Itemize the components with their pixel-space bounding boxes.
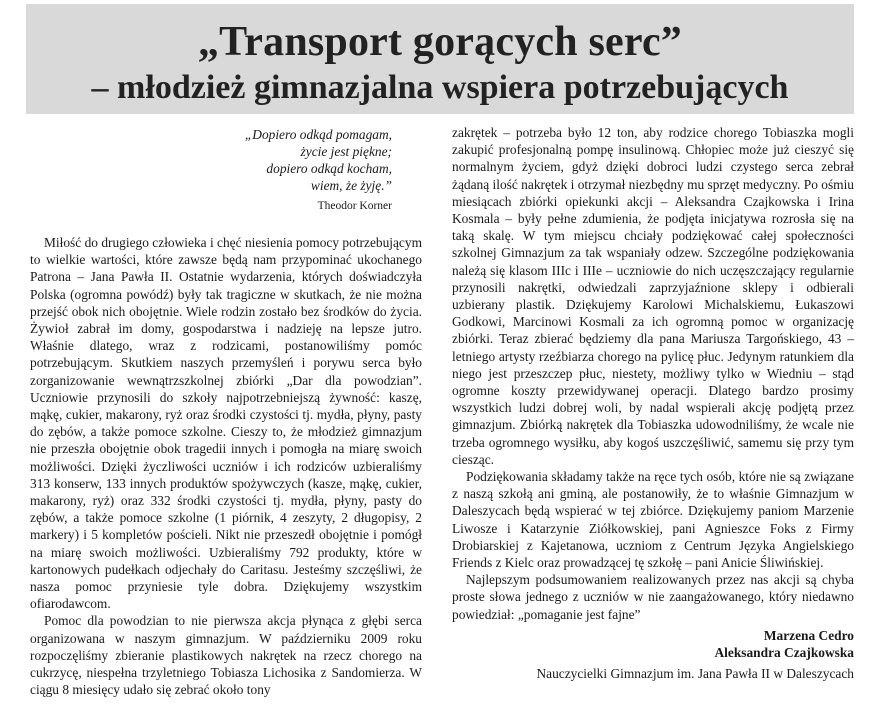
body-paragraph: Miłość do drugiego człowieka i chęć niesienia pomocy potrzebującym to wielkie wartości, które zawsze będą nam przypominać ukochanego Patrona – Jana Pawła II. Ostatnie wydarzenia, których doświadczyła Polska (ogromna powódź) były tak tragiczne w skutkach, że nie można przejść obok nich obojętnie. Wiele rodzin zostało bez środków do życia. Żywioł zabrał im domy, gospodarstwa i nadzieję na lepsze jutro. Właśnie dlatego, wraz z rodzicami, postanowiliśmy pomóc potrzebującym. Skutkiem naszych przemyśleń i porywu serca było zorganizowanie wewnątrzszkolnej zbiórki „Dar dla powodzian”. Uczniowie przynosili do szkoły najpotrzebniejszą żywność: kaszę, mąkę, cukier, makarony, ryż oraz środki czystości tj. mydła, płyny, pasty do zębów, a także pomoce szkolne. Cieszy to, że młodzież gimnazjum nie przeszła obojętnie obok tragedii innych i pomogła na miarę swoich możliwości. Dzięki życzliwości uczniów i ich rodziców uzbieraliśmy 313 konserw, 133 innych produktów spożywczych (kasze, mąkę, cukier, makarony, ryż) oraz 332 środki czystości tj. mydła, płyny, pasty do zębów, a także pomoce szkolne (1 piórnik, 4 zeszyty, 2 długopisy, 2 markery) i 5 kompletów pościeli. Nikt nie przeszedł obojętnie i pomógł na miarę swoich możliwości. Uzbieraliśmy 792 produkty, które w kartonowych pudełkach odjechały do Caritasu. Jesteśmy szczęśliwi, że nasza pomoc przyniesie tyle dobra. Dziękujemy wszystkim ofiarodawcom. xyxy=(30,235,422,612)
motto-line: wiem, że żyję.” xyxy=(310,178,392,193)
body-paragraph: Pomoc dla powodzian to nie pierwsza akcja płynąca z głębi serca organizowana w naszym gimnazjum. W październiku 2009 roku rozpoczęliśmy zbieranie plastikowych nakrętek na rzecz chorego na cukrzycę, niespełna trzyletniego Tobiasza Lichosika z Sandomierza. W ciągu 8 miesięcy udało się zebrać około tony xyxy=(30,613,422,698)
motto-quote xyxy=(30,126,422,194)
motto-line: życie jest piękne; xyxy=(300,144,392,159)
author-signature: Aleksandra Czajkowska xyxy=(714,645,854,661)
author-signature: Marzena Cedro xyxy=(763,627,854,643)
article-title: „Transport gorących serc” xyxy=(197,19,683,65)
author-affiliation: Nauczycielki Gimnazjum im. Jana Pawła II w Daleszycach xyxy=(536,666,854,682)
article-header xyxy=(26,4,854,114)
motto-line: dopiero odkąd kocham, xyxy=(266,161,392,176)
left-column xyxy=(30,124,422,698)
motto-author: Theodor Korner xyxy=(317,200,392,212)
motto-line: „Dopiero odkąd pomagam, xyxy=(244,127,392,142)
body-paragraph: Podziękowania składamy także na ręce tych osób, które nie są związane z naszą szkołą ani gminą, ale postanowiły, że to właśnie Gimnazjum w Daleszycach będą wspierać w tej zbiórce. Dziękujemy paniom Marzenie Liwosze i Katarzynie Ziółkowskiej, pani Agnieszce Foks z Firmy Drobiarskiej z Kajetanowa, uczniom z Centrum Języka Angielskiego Friends z Kielc oraz prowadzącej tę szkołę – pani Anicie Śliwińskiej. xyxy=(452,469,854,571)
article-subtitle: – młodzież gimnazjalna wspiera potrzebujących xyxy=(91,69,789,106)
body-paragraph: Najlepszym podsumowaniem realizowanych przez nas akcji są chyba proste słowa jednego z uczniów w nie zaangażowanego, który niedawno powiedział: „pomaganie jest fajne” xyxy=(452,572,854,622)
right-column xyxy=(452,124,854,683)
body-paragraph: zakrętek – potrzeba było 12 ton, aby rodzice chorego Tobiaszka mogli zakupić profesjonalną pompę insulinową. Chłopiec może już cieszyć się normalnym życiem, gdyż dzięki dobroci ludzi czystego serca zebrał żądaną ilość nakrętek i otrzymał niezbędny mu sprzęt medyczny. Po ośmiu miesiącach zbiórki opiekunki akcji – Aleksandra Czajkowska i Irina Kosmala – były pełne zdumienia, że podjęta inicjatywa rozrosła się na taką skalę. W tym miejscu chciały podziękować całej społeczności szkolnej Gimnazjum za tak wspaniały odzew. Szczególne podziękowania należą się klasom IIIc i IIIe – uczniowie do nich uczęszczający regularnie przynosili nakrętki, odwiedzali zaprzyjaźnione sklepy i odbierali uzbierany plastik. Dziękujemy Karolowi Michalskiemu, Łukaszowi Godkowi, Marcinowi Kosmali za ich ogromną pomoc w organizację zbiórki. Teraz zbierać będziemy dla pana Mariusza Targońskiego, 43 – letniego artysty rzeźbiarza chorego na pylicę płuc. Jedynym ratunkiem dla niego jest przeszczep płuc, niestety, możliwy tylko w Wiedniu – stąd ogromne koszty przewidywanej operacji. Dlatego bardzo prosimy wszystkich ludzi dobrej woli, by nadal wspierali akcję podjętą przez gimnazjum. Zbiórką nakrętek dla Tobiaszka udowodniliśmy, że wcale nie trzeba ogromnego wysiłku, aby kogoś uszczęśliwić, samemu się przy tym ciesząc. xyxy=(452,125,854,467)
